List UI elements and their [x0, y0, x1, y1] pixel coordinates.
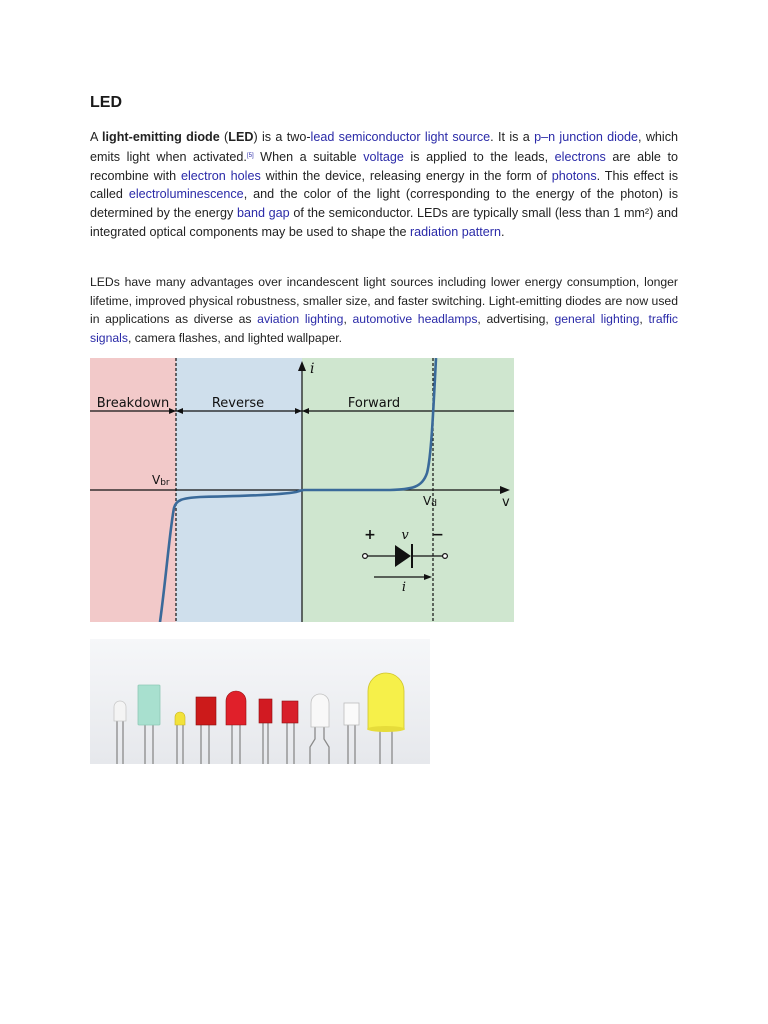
link-electrons[interactable]: electrons [554, 149, 606, 164]
link-lead[interactable]: lead [310, 130, 335, 144]
text-span: , camera flashes, and lighted wallpaper. [127, 330, 343, 345]
breakdown-voltage-label: Vbr [152, 473, 170, 488]
link-semiconductor[interactable]: semiconductor [338, 130, 421, 144]
link-voltage[interactable]: voltage [363, 149, 404, 164]
text-span: within the device, releasing energy in the form of [260, 168, 552, 183]
symbol-current: i [401, 580, 407, 595]
text-span: are able to recombine with [90, 149, 679, 183]
text-span: . [500, 224, 505, 239]
text-span: , advertising, [477, 312, 555, 326]
text-span: is applied to the leads, [403, 149, 555, 164]
forward-voltage-label: Vd [423, 494, 437, 509]
text-span: , [639, 312, 649, 326]
current-axis-label: i [310, 361, 315, 377]
text-span: ) is a two- [253, 130, 311, 144]
text-span: When a suitable [253, 149, 364, 164]
link-photons[interactable]: photons [551, 168, 597, 183]
led-assortment-photo [90, 639, 430, 764]
link-electroluminescence[interactable]: electroluminescence [128, 187, 244, 202]
link-automotive-headlamps[interactable]: automotive headlamps [352, 312, 478, 326]
applications-paragraph [90, 273, 678, 347]
text-span: . This effect is called [90, 168, 678, 202]
link-aviation-lighting[interactable]: aviation lighting [257, 312, 344, 326]
intro-paragraph [90, 128, 678, 242]
link-electron-holes[interactable]: electron holes [180, 168, 261, 183]
diode-iv-diagram [90, 358, 514, 622]
link-radiation-pattern[interactable]: radiation pattern [409, 224, 501, 239]
text-span: , and the color of the light (corresponding to the energy of the photon) is determined by the energy [90, 187, 678, 221]
region-label-breakdown: Breakdown [96, 396, 170, 411]
text-span: of the semiconductor. LEDs are typically small (less than 1 mm²) and integrated optical components may be used to shape the [90, 206, 678, 239]
voltage-axis-label: v [502, 495, 510, 510]
text-span: A [90, 130, 103, 144]
link-band-gap[interactable]: band gap [236, 206, 290, 221]
text-span: LEDs have many advantages over incandescent light sources including lower energy consumption, longer lifetime, improved physical robustness, smaller size, and faster switching. Light-emitting diodes are now used in applications as diverse as [90, 275, 678, 326]
link-general-lighting[interactable]: general lighting [554, 312, 640, 326]
bold-term: LED [228, 130, 254, 144]
link-traffic-signals[interactable]: traffic signals [90, 312, 679, 345]
citation-ref[interactable]: [5] [246, 152, 254, 159]
text-span: . It is a [490, 130, 535, 144]
link-light-source[interactable]: light source [424, 130, 491, 144]
text-span: , [343, 312, 353, 326]
symbol-voltage: v [401, 528, 409, 543]
text-span: ( [219, 130, 229, 144]
link-pn-junction-diode[interactable]: p–n junction diode [534, 130, 638, 144]
bold-term: light-emitting diode [102, 130, 220, 144]
symbol-minus: − [432, 527, 444, 543]
text-span: , which emits light when activated. [90, 130, 679, 164]
page-title: LED [90, 94, 122, 111]
region-label-reverse: Reverse [211, 396, 265, 411]
symbol-plus: + [364, 527, 376, 543]
region-label-forward: Forward [347, 396, 401, 411]
